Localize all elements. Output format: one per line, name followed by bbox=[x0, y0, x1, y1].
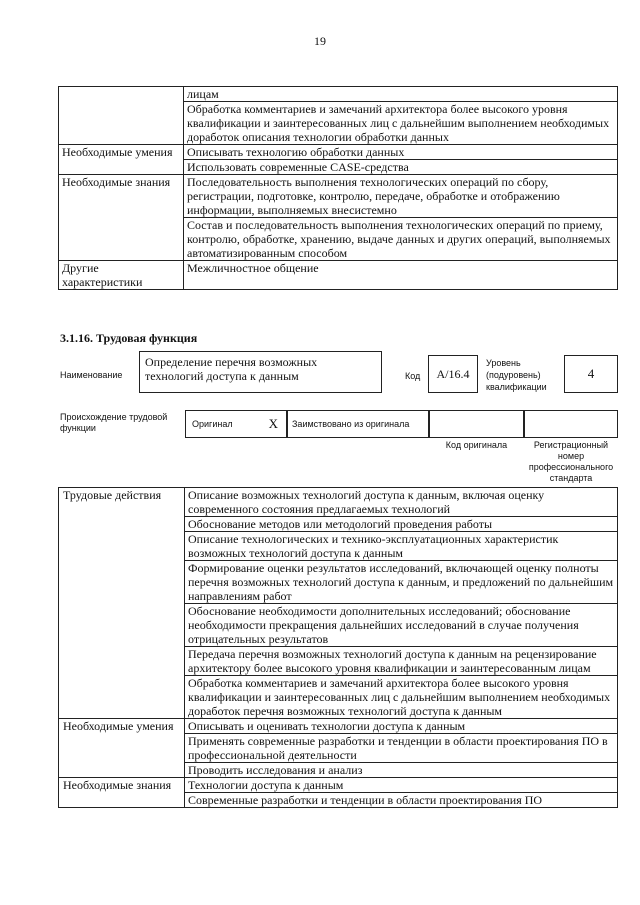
table-row bbox=[59, 778, 618, 793]
borrowed-cell bbox=[287, 410, 429, 438]
original-mark: X bbox=[268, 416, 278, 431]
table-row bbox=[59, 175, 618, 218]
reg-number-label: Регистрационный номер профессионального стандарта bbox=[528, 440, 614, 483]
continuation-table bbox=[58, 86, 618, 290]
row-item: Описывать технологию обработки данных bbox=[184, 145, 618, 160]
row-item: Обработка комментариев и замечаний архитектора более высокого уровня квалификации и заинтересованных лиц с дальнейшим выполнением необходимых доработок описания технологии обработки данных bbox=[184, 102, 618, 145]
row-label: Другие характеристики bbox=[59, 261, 184, 290]
table-row bbox=[59, 488, 618, 517]
function-name-value: Определение перечня возможных технологий доступа к данным bbox=[139, 351, 382, 393]
code-label: Код bbox=[405, 371, 421, 381]
section-title: 3.1.16. Трудовая функция bbox=[60, 331, 198, 345]
row-label: Необходимые умения bbox=[59, 719, 185, 778]
table-row bbox=[59, 145, 618, 160]
row-label: Необходимые знания bbox=[59, 778, 185, 808]
row-item: Использовать современные CASE-средства bbox=[184, 160, 618, 175]
qualification-level-value: 4 bbox=[564, 355, 618, 393]
qualification-level-label: Уровень (подуровень) квалификации bbox=[486, 358, 547, 392]
row-item: Формирование оценки результатов исследований, включающей оценку полноты перечня возможных технологий доступа к данным, и предложений по дальнейшим направлениям работ bbox=[185, 561, 618, 604]
row-item: Современные разработки и тенденции в области проектирования ПО bbox=[185, 793, 618, 808]
reg-number-cell bbox=[524, 410, 618, 438]
row-item: Межличностное общение bbox=[184, 261, 618, 290]
row-item: Последовательность выполнения технологических операций по сбору, регистрации, подготовке, контролю, передаче, обработке и отображению информации, выполняемых внесистемно bbox=[184, 175, 618, 218]
page-number: 19 bbox=[314, 34, 326, 48]
row-label: Трудовые действия bbox=[59, 488, 185, 719]
row-item: Проводить исследования и анализ bbox=[185, 763, 618, 778]
row-item: Передача перечня возможных технологий доступа к данным на рецензирование архитектору более высокого уровня квалификации и заинтересованным лицам bbox=[185, 647, 618, 676]
origin-label: Происхождение трудовой функции bbox=[60, 412, 168, 433]
row-item: Состав и последовательность выполнения технологических операций по приему, контролю, обработке, хранению, выдаче данных и других операций, выполняемых автоматизированным способом bbox=[184, 218, 618, 261]
row-item: Обоснование необходимости дополнительных исследований; обоснование необходимости прекращения дальнейших исследований в случае получения отрицательных результатов bbox=[185, 604, 618, 647]
row-label: Необходимые умения bbox=[59, 145, 184, 175]
code-original-cell bbox=[429, 410, 524, 438]
name-label: Наименование bbox=[60, 370, 123, 380]
row-label bbox=[59, 87, 184, 145]
row-item: Обработка комментариев и замечаний архитектора более высокого уровня квалификации и заинтересованных лиц с дальнейшим выполнением необходимых доработок перечня возможных технологий доступа к данным bbox=[185, 676, 618, 719]
row-item: Описывать и оценивать технологии доступа к данным bbox=[185, 719, 618, 734]
row-item: Описание возможных технологий доступа к данным, включая оценку современного состояния предлагаемых технологий bbox=[185, 488, 618, 517]
row-item: лицам bbox=[184, 87, 618, 102]
row-item: Описание технологических и технико-эксплуатационных характеристик возможных технологий доступа к данным bbox=[185, 532, 618, 561]
original-label: Оригинал bbox=[192, 419, 233, 429]
borrowed-label: Заимствовано из оригинала bbox=[292, 419, 410, 429]
origin-row bbox=[185, 410, 618, 438]
code-original-label: Код оригинала bbox=[445, 440, 508, 450]
row-label: Необходимые знания bbox=[59, 175, 184, 261]
row-item: Обоснование методов или методологий проведения работы bbox=[185, 517, 618, 532]
table-row bbox=[59, 87, 618, 102]
row-item: Применять современные разработки и тенденции в области проектирования ПО в профессиональной деятельности bbox=[185, 734, 618, 763]
table-row bbox=[59, 261, 618, 290]
labor-function-table bbox=[58, 487, 618, 808]
original-cell bbox=[185, 410, 287, 438]
table-row bbox=[59, 719, 618, 734]
row-item: Технологии доступа к данным bbox=[185, 778, 618, 793]
code-value: A/16.4 bbox=[428, 355, 478, 393]
